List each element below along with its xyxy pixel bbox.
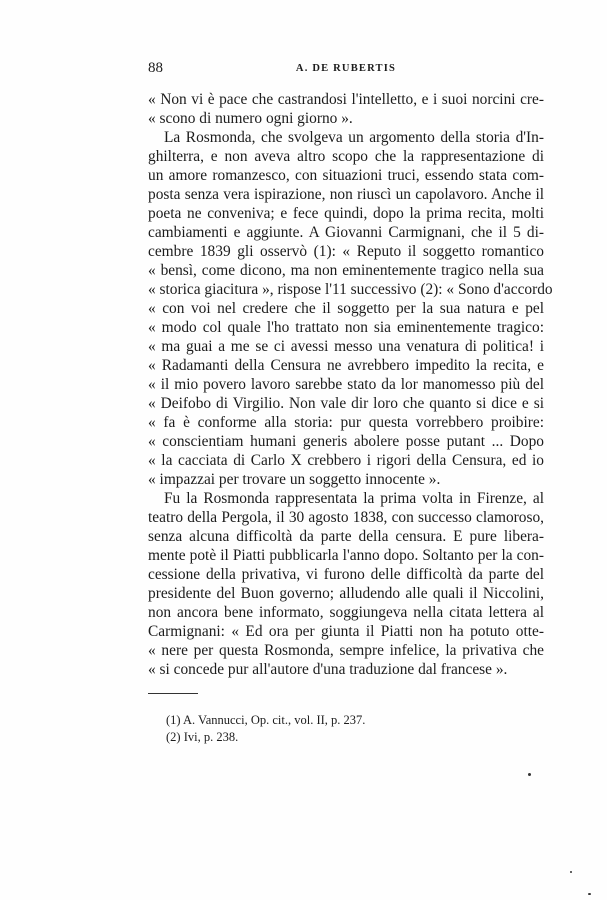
- text-line: « Non vi è pace che castrandosi l'intelletto, e i suoi norcini cre-: [148, 91, 544, 108]
- text-line: cembre 1839 gli osservò (1): « Reputo il soggetto romantico: [148, 243, 544, 260]
- text-line: « ma guai a me se ci avessi messo una venatura di politica! i: [148, 338, 544, 355]
- text-line: cessione della privativa, vi furono delle difficoltà da parte del: [148, 566, 544, 583]
- text-line: posta senza vera ispirazione, non riuscì un capolavoro. Anche il: [148, 186, 544, 203]
- text-line: « modo col quale l'ho trattato non sia eminentemente tragico:: [148, 319, 544, 336]
- text-line: cambiamenti e aggiunte. A Giovanni Carmignani, che il 5 di-: [148, 224, 544, 241]
- text-line: « storica giacitura », rispose l'11 successivo (2): « Sono d'accordo: [148, 281, 553, 298]
- text-line: La Rosmonda, che svolgeva un argomento della storia d'In-: [164, 129, 544, 146]
- text-line: Carmignani: « Ed ora per giunta il Piatti non ha potuto otte-: [148, 623, 544, 640]
- text-line: « fa è conforme alla storia: pur questa vorrebbero proibire:: [148, 414, 544, 431]
- text-line: « impazzai per trovare un soggetto innocente ».: [148, 471, 441, 488]
- body-text: [148, 90, 553, 679]
- text-line: non ancora bene informato, soggiungeva nella citata lettera al: [148, 604, 544, 621]
- text-line: « scono di numero ogni giorno ».: [148, 110, 353, 127]
- text-line: « nere per questa Rosmonda, sempre infelice, la privativa che: [148, 642, 544, 659]
- text-line: poeta ne conveniva; e fece quindi, dopo la prima recita, molti: [148, 205, 544, 222]
- text-line: senza alcuna difficoltà da parte della censura. E pure libera-: [148, 528, 544, 545]
- text-line: « conscientiam humani generis abolere posse putant ... Dopo: [148, 433, 544, 450]
- scan-speck: [570, 871, 572, 873]
- footnote-1: (1) A. Vannucci, Op. cit., vol. II, p. 237.: [166, 713, 366, 727]
- text-line: mente potè il Piatti pubblicarla l'anno dopo. Soltanto per la con-: [148, 547, 544, 564]
- text-line: « con voi nel credere che il soggetto per la sua natura e pel: [148, 300, 544, 317]
- text-line: ghilterra, e non aveva altro scopo che la rappresentazione di: [148, 148, 544, 165]
- text-line: « bensì, come dicono, ma non eminentemente tragico nella sua: [148, 262, 544, 279]
- text-line: « si concede pur all'autore d'una traduzione dal francese ».: [148, 661, 508, 678]
- text-line: un amore romanzesco, con situazioni truci, essendo stata com-: [148, 167, 544, 184]
- text-line: Fu la Rosmonda rappresentata la prima volta in Firenze, al: [164, 490, 544, 507]
- footnote-2: (2) Ivi, p. 238.: [166, 730, 239, 744]
- page-header: [148, 60, 544, 82]
- text-line: « il mio povero lavoro sarebbe stato da lor manomesso più del: [148, 376, 544, 393]
- text-line: teatro della Pergola, il 30 agosto 1838, con successo clamoroso,: [148, 509, 544, 526]
- text-line: « la cacciata di Carlo X crebbero i rigori della Censura, ed io: [148, 452, 544, 469]
- text-line: presidente del Buon governo; alludendo alle quali il Niccolini,: [148, 585, 544, 602]
- text-line: « Deifobo di Virgilio. Non vale dir loro che quanto si dice e si: [148, 395, 544, 412]
- footnote-divider: [148, 693, 198, 694]
- scan-speck: [528, 773, 531, 776]
- running-head: A. DE RUBERTIS: [295, 63, 397, 74]
- scan-speck: [588, 893, 591, 895]
- text-line: « Radamanti della Censura ne avrebbero impedito la recita, e: [148, 357, 544, 374]
- page-number: 88: [148, 60, 163, 76]
- footnotes: [166, 712, 526, 746]
